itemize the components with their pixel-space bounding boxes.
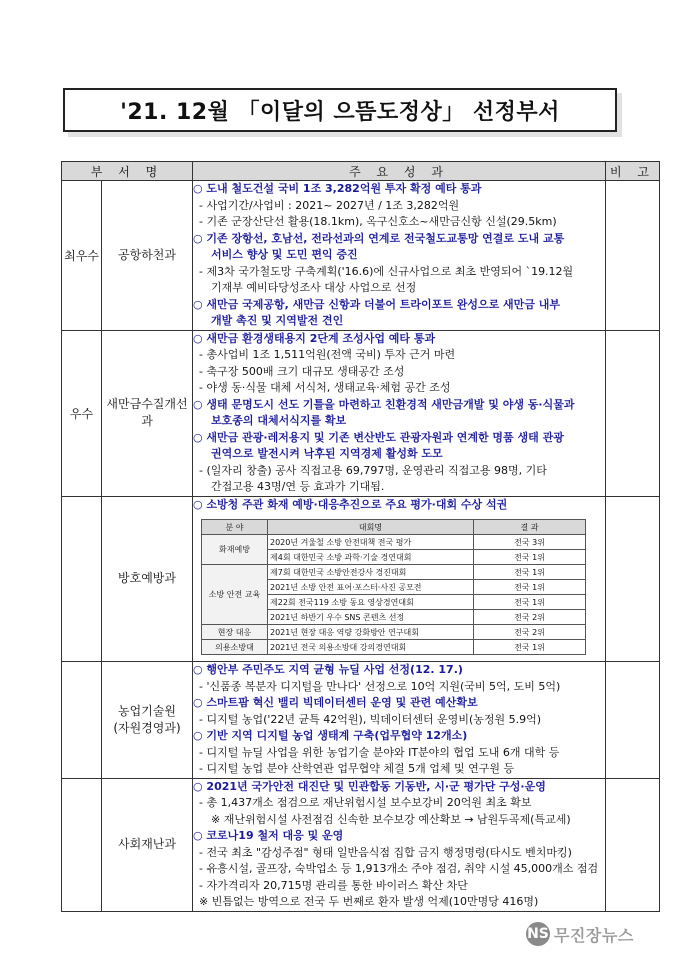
dept-name: 농업기술원 — [118, 703, 176, 718]
awards-result: 전국 1위 — [474, 595, 586, 610]
highlight-line: ○ 생태 문명도시 선도 기틀을 마련하고 친환경적 새만금개발 및 야생 동·식물과 — [193, 397, 575, 411]
detail-line: - 기존 군장산단선 활용(18.1km), 옥구신호소~새만금신항 신설(29.5km) — [199, 215, 557, 228]
awards-contest-name: 2021년 전국 의용소방대 강의경연대회 — [268, 640, 474, 655]
detail-line: - 제3차 국가철도망 구축계획('16.6)에 신규사업으로 최초 반영되어 `19.12월 — [199, 264, 574, 278]
awards-contest-name: 제22회 전국119 소방 동요 영상경연대회 — [268, 595, 474, 610]
watermark-logo-icon: NS — [526, 922, 550, 946]
awards-row — [202, 535, 586, 550]
awards-contest-name: 2020년 겨울철 소방 안전대책 전국 평가 — [268, 535, 474, 550]
dept-cell — [102, 778, 193, 911]
page-title: '21. 12월 「이달의 으뜸도정상」 선정부서 — [120, 99, 560, 125]
results-cell — [193, 778, 606, 911]
awards-row — [202, 640, 586, 655]
detail-line: - 총 1,437개소 점검으로 재난위험시설 보수보강비 20억원 최초 확보 — [199, 796, 532, 809]
highlight-line: ○ 코로나19 철저 대응 및 운영 — [193, 829, 344, 842]
results-cell — [193, 330, 606, 496]
awards-contest-name: 제4회 대한민국 소방 과학·기술 경연대회 — [268, 550, 474, 565]
note-cell — [606, 496, 660, 662]
awards-result: 전국 1위 — [474, 580, 586, 595]
results-cell — [193, 181, 606, 331]
table-header-row — [62, 162, 660, 181]
header-results: 주 요 성 과 — [193, 162, 606, 181]
grade-cell: 우수 — [62, 330, 102, 496]
highlight-line: 개발 촉진 및 지역발전 견인 — [211, 314, 344, 327]
detail-line: - 야생 동·식물 대체 서식처, 생태교육·체험 공간 조성 — [199, 381, 451, 394]
detail-line: 간접고용 43명/연 등 효과가 기대됨. — [211, 480, 385, 493]
dept-name: 공항하천과 — [118, 247, 176, 262]
awards-category: 현장 대응 — [202, 625, 268, 640]
awards-contest-name: 2021년 하반기 우수 SNS 콘텐츠 선정 — [268, 610, 474, 625]
highlight-line: ○ 새만금 환경생태용지 2단계 조성사업 예타 통과 — [193, 331, 436, 345]
highlight-line: ○ 스마트팜 혁신 밸리 빅데이터센터 운영 및 관련 예산확보 — [193, 696, 478, 709]
note-cell — [606, 662, 660, 779]
detail-line: 기재부 예비타당성조사 대상 사업으로 선정 — [211, 281, 417, 294]
dept-cell — [102, 496, 193, 662]
detail-line: ※ 빈틈없는 방역으로 전국 두 번째로 환자 발생 억제(10만명당 416명) — [199, 895, 539, 908]
awards-result: 전국 1위 — [474, 640, 586, 655]
detail-line: - 디지털 뉴딜 사업을 위한 농업기술 분야와 IT분야의 협업 도내 6개 대학 등 — [199, 745, 560, 759]
highlight-line: ○ 기반 지역 디지털 농업 생태계 구축(업무협약 12개소) — [193, 729, 468, 742]
detail-line: - '신품종 복분자 디지털을 만나다' 선정으로 10억 지원(국비 5억, 도비 5억) — [199, 679, 561, 693]
awards-header-cell: 대회명 — [268, 520, 474, 535]
grade-cell — [62, 778, 102, 911]
watermark-text: 무진장뉴스 — [554, 925, 634, 945]
dept-name: 새만금수질개선과 — [106, 397, 188, 428]
grade-cell — [62, 496, 102, 662]
title-box — [63, 88, 617, 132]
grade-cell — [62, 662, 102, 779]
awards-table — [201, 519, 586, 655]
detail-line: ※ 재난위험시설 사전점검 신속한 보수보강 예산확보 → 남원두곡제(특교세) — [211, 812, 571, 826]
dept-name: 방호예방과 — [118, 571, 176, 586]
dept-subname: (자원경영과) — [113, 720, 181, 735]
detail-line: - 자가격리자 20,715명 관리를 통한 바이러스 확산 차단 — [199, 878, 468, 892]
dept-name: 사회재난과 — [118, 837, 176, 851]
awards-row — [202, 625, 586, 640]
awards-result: 전국 3위 — [474, 535, 586, 550]
highlight-line: ○ 새만금 관광·레저용지 및 기존 변산반도 관광자원과 연계한 명품 생태 관광 — [193, 430, 564, 444]
table-row — [62, 778, 660, 911]
results-cell — [193, 496, 606, 662]
awards-row — [202, 565, 586, 580]
detail-line: - (일자리 창출) 공사 직접고용 69,797명, 운영관리 직접고용 98명, 기타 — [199, 463, 547, 477]
highlight-line: ○ 소방청 주관 화재 예방·대응추진으로 주요 평가·대회 수상 석권 — [193, 497, 508, 511]
highlight-line: 서비스 향상 및 도민 편익 증진 — [211, 248, 358, 261]
detail-line: - 축구장 500배 크기 대규모 생태공간 조성 — [199, 364, 405, 378]
grade-cell: 최우수 — [62, 181, 102, 331]
note-cell — [606, 181, 660, 331]
dept-cell — [102, 181, 193, 331]
awards-header-cell: 분 야 — [202, 520, 268, 535]
awards-contest-name: 2021년 현장 대응 역량 강화방안 연구대회 — [268, 625, 474, 640]
dept-cell — [102, 662, 193, 779]
highlight-line: ○ 기존 장항선, 호남선, 전라선과의 연계로 전국철도교통망 연결로 도내 교통 — [193, 231, 565, 245]
awards-result: 전국 2위 — [474, 625, 586, 640]
awards-result: 전국 2위 — [474, 610, 586, 625]
highlight-line: ○ 도내 철도건설 국비 1조 3,282억원 투자 확정 예타 통과 — [193, 182, 482, 195]
detail-line: - 총사업비 1조 1,511억원(전액 국비) 투자 근거 마련 — [199, 348, 456, 361]
table-row — [62, 662, 660, 779]
results-cell — [193, 662, 606, 779]
detail-line: - 디지털 농업('22년 균특 42억원), 빅데이터센터 운영비(농정원 5.9억) — [199, 712, 542, 726]
results-table — [61, 161, 660, 912]
awards-contest-name: 제7회 대한민국 소방안전강사 경진대회 — [268, 565, 474, 580]
detail-line: - 유흥시설, 골프장, 숙박업소 등 1,913개소 주야 점검, 취약 시설 45,000개소 점검 — [199, 862, 599, 875]
highlight-line: ○ 행안부 주민주도 지역 균형 뉴딜 사업 선정(12. 17.) — [193, 663, 463, 676]
detail-line: - 전국 최초 "감성주점" 형태 일반음식점 집합 금지 행정명령(타시도 벤치마킹) — [199, 845, 572, 859]
awards-result: 전국 1위 — [474, 550, 586, 565]
awards-header-row — [202, 520, 586, 535]
detail-line: - 디지털 농업 분야 산학연관 업무협약 체결 5개 업체 및 연구원 등 — [199, 762, 515, 775]
watermark — [526, 922, 634, 946]
note-cell — [606, 778, 660, 911]
table-row — [62, 330, 660, 496]
awards-category: 소방 안전 교육 — [202, 565, 268, 625]
dept-cell — [102, 330, 193, 496]
highlight-line: 보호종의 대체서식지를 확보 — [211, 414, 347, 427]
detail-line: - 사업기간/사업비 : 2021~ 2027년 / 1조 3,282억원 — [199, 198, 460, 212]
table-row — [62, 496, 660, 662]
awards-contest-name: 2021년 소방 안전 표어·포스터·사진 공모전 — [268, 580, 474, 595]
highlight-line: ○ 새만금 국제공항, 새만금 신항과 더불어 트라이포트 완성으로 새만금 내부 — [193, 297, 561, 311]
note-cell — [606, 330, 660, 496]
awards-header-cell: 결 과 — [474, 520, 586, 535]
highlight-line: ○ 2021년 국가안전 대진단 및 민관합동 기동반, 시·군 평가단 구성·운영 — [193, 779, 546, 793]
header-dept: 부 서 명 — [62, 162, 193, 181]
header-note: 비 고 — [606, 162, 660, 181]
awards-category: 화재예방 — [202, 535, 268, 565]
awards-result: 전국 1위 — [474, 565, 586, 580]
awards-category: 의용소방대 — [202, 640, 268, 655]
highlight-line: 권역으로 발전시켜 낙후된 지역경제 활성화 도모 — [211, 447, 443, 460]
table-row — [62, 181, 660, 331]
